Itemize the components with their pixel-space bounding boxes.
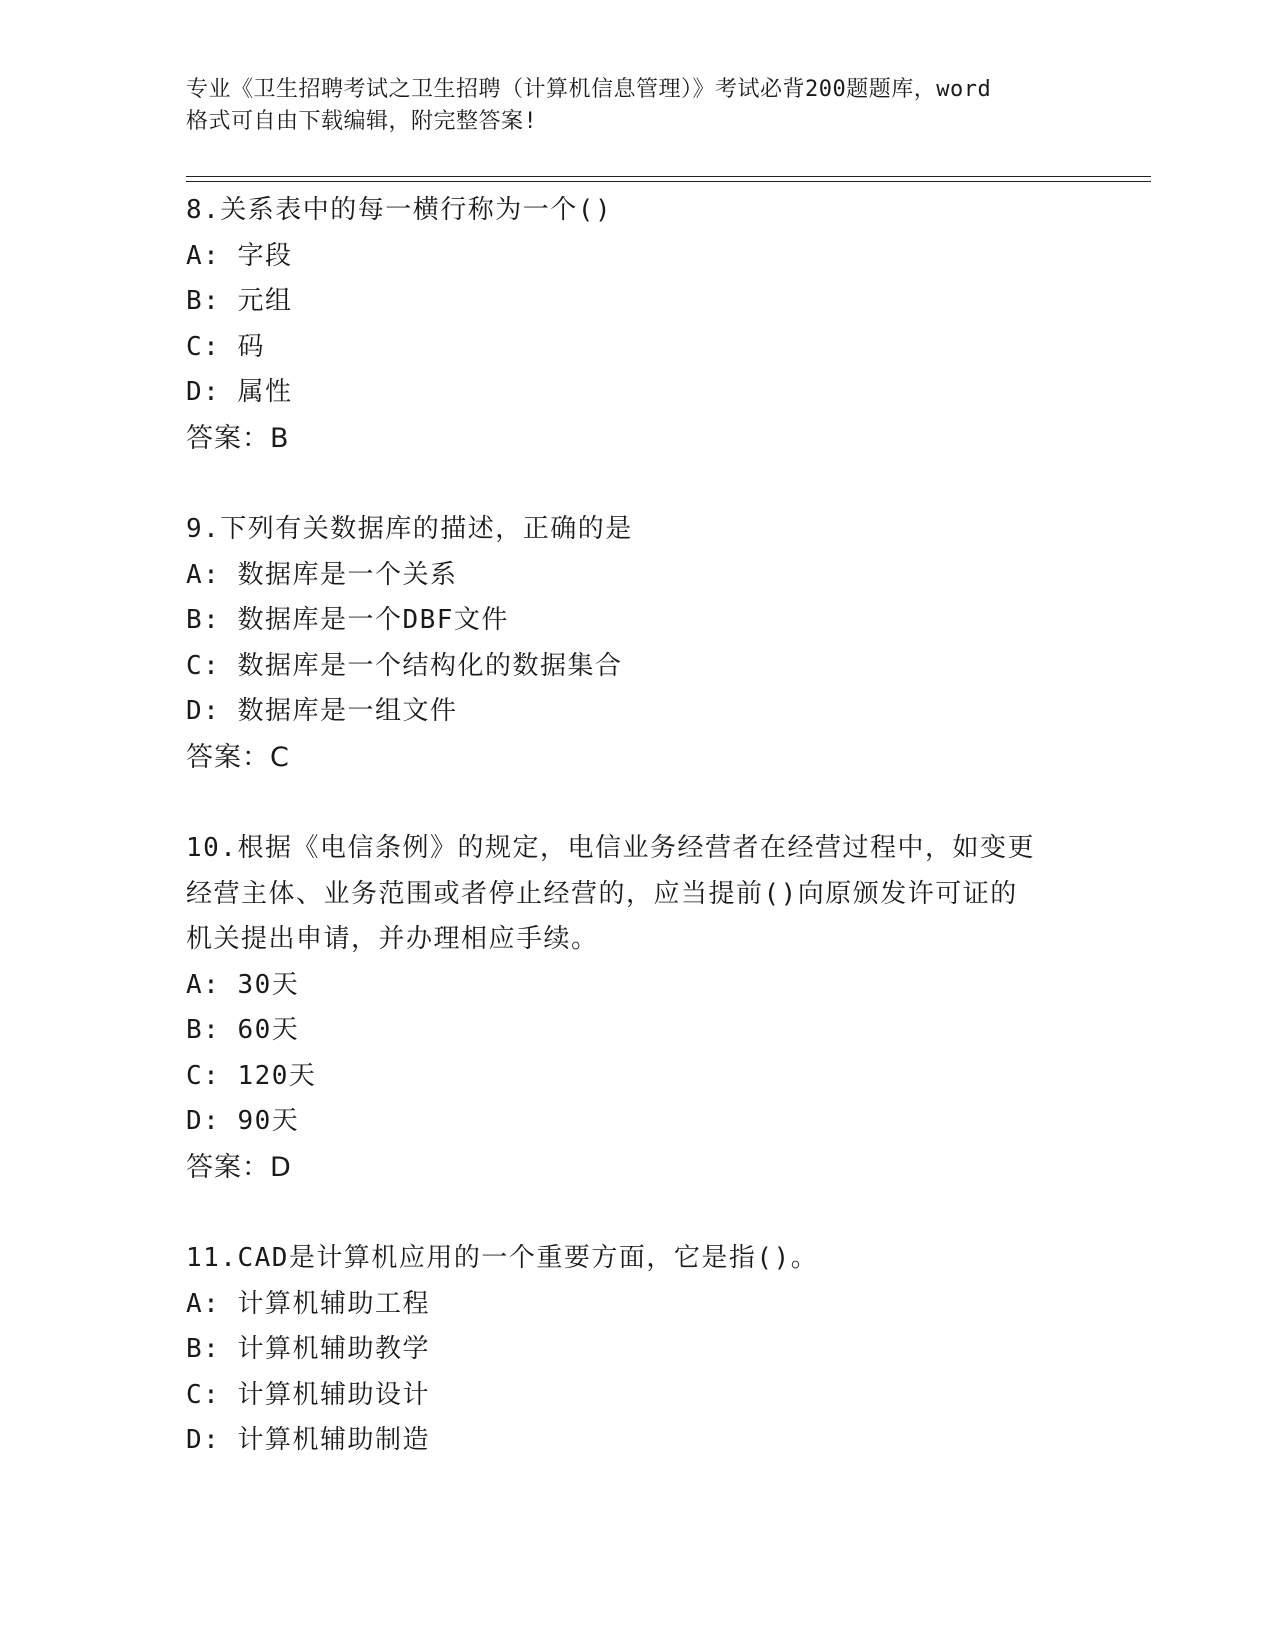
question-list [186, 188, 1086, 1510]
option-b: B: 数据库是一个DBF文件 [186, 605, 509, 635]
answer-label: 答案：C [186, 741, 290, 773]
option-c: C: 计算机辅助设计 [186, 1379, 430, 1410]
question-stem-line: 经营主体、业务范围或者停止经营的，应当提前()向原颁发许可证的 [186, 878, 1018, 909]
question-10 [186, 826, 1086, 1190]
question-stem [186, 826, 1086, 963]
header-divider-top [186, 176, 1151, 177]
option-a: A: 计算机辅助工程 [186, 1288, 430, 1319]
question-9 [186, 507, 1086, 780]
option-c: C: 码 [186, 331, 265, 362]
question-stem [186, 1236, 1086, 1282]
document-header [186, 74, 1086, 138]
question-8 [186, 188, 1086, 461]
header-divider-bottom [186, 181, 1151, 182]
question-stem-line: 9.下列有关数据库的描述，正确的是 [186, 514, 633, 544]
question-stem [186, 507, 1086, 553]
header-line-2: 格式可自由下载编辑，附完整答案! [186, 109, 538, 134]
question-11 [186, 1236, 1086, 1464]
option-b: B: 计算机辅助教学 [186, 1334, 430, 1364]
option-b: B: 元组 [186, 286, 293, 316]
question-stem [186, 188, 1086, 234]
answer-label: 答案：B [186, 422, 290, 454]
header-line-1: 专业《卫生招聘考试之卫生招聘（计算机信息管理）》考试必背200题题库，word [186, 77, 992, 102]
question-stem-line: 机关提出申请，并办理相应手续。 [186, 924, 599, 954]
option-a: A: 30天 [186, 969, 300, 1000]
option-d: D: 计算机辅助制造 [186, 1425, 430, 1455]
question-stem-line: 8.关系表中的每一横行称为一个() [186, 195, 613, 225]
option-a: A: 字段 [186, 240, 293, 271]
question-stem-line: 10.根据《电信条例》的规定，电信业务经营者在经营过程中，如变更 [186, 833, 1035, 863]
option-d: D: 90天 [186, 1106, 300, 1136]
option-a: A: 数据库是一个关系 [186, 559, 458, 590]
option-d: D: 数据库是一组文件 [186, 696, 458, 726]
option-d: D: 属性 [186, 377, 293, 407]
question-stem-line: 11.CAD是计算机应用的一个重要方面，它是指()。 [186, 1243, 819, 1273]
option-b: B: 60天 [186, 1015, 300, 1045]
option-c: C: 120天 [186, 1060, 317, 1091]
answer-label: 答案：D [186, 1151, 292, 1183]
option-c: C: 数据库是一个结构化的数据集合 [186, 650, 623, 681]
